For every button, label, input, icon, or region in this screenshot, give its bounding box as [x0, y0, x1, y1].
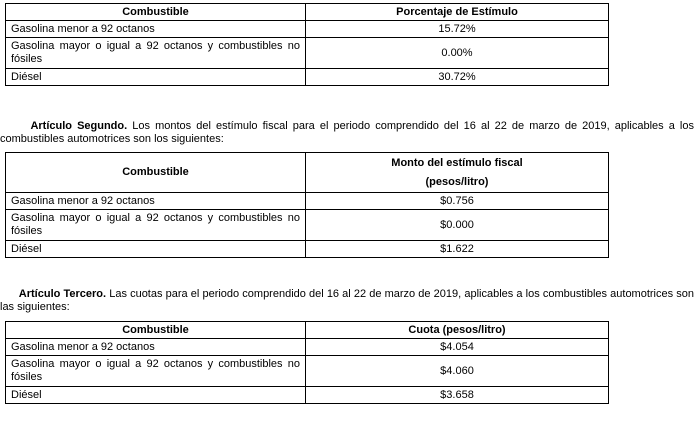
fuel-name-cell: Diésel	[6, 387, 306, 404]
articulo-segundo-paragraph	[0, 120, 694, 146]
percentage-cell: 0.00%	[306, 38, 609, 69]
column-header-porcentaje: Porcentaje de Estímulo	[306, 4, 609, 21]
column-header-combustible: Combustible	[6, 153, 306, 193]
estimulo-porcentaje-table	[5, 3, 609, 86]
column-header-monto-line2: (pesos/litro)	[425, 175, 489, 188]
column-header-combustible: Combustible	[6, 4, 306, 21]
column-header-monto	[306, 153, 609, 193]
percentage-cell: 15.72%	[306, 21, 609, 38]
estimulo-monto-table	[5, 152, 609, 258]
articulo-segundo-heading: Artículo Segundo.	[30, 120, 128, 132]
table-row	[6, 356, 609, 387]
table-row	[6, 387, 609, 404]
table-row	[6, 21, 609, 38]
column-header-cuota: Cuota (pesos/litro)	[306, 322, 609, 339]
table-row	[6, 241, 609, 258]
fuel-name-cell: Diésel	[6, 241, 306, 258]
fuel-name-cell: Gasolina menor a 92 octanos	[6, 339, 306, 356]
fuel-name-cell: Gasolina mayor o igual a 92 octanos y combustibles no fósiles	[6, 356, 306, 387]
articulo-segundo-text: Los montos del estímulo fiscal para el periodo comprendido del 16 al 22 de marzo de 2019, aplicables a los combustibles automotrices son los siguientes:	[0, 120, 694, 145]
table-row	[6, 38, 609, 69]
quota-cell: $4.054	[306, 339, 609, 356]
quota-cell: $4.060	[306, 356, 609, 387]
fuel-name-cell: Gasolina menor a 92 octanos	[6, 21, 306, 38]
amount-cell: $1.622	[306, 241, 609, 258]
fuel-name-cell: Gasolina mayor o igual a 92 octanos y combustibles no fósiles	[6, 210, 306, 241]
amount-cell: $0.756	[306, 193, 609, 210]
table-header-row	[6, 4, 609, 21]
articulo-tercero-text: Las cuotas para el periodo comprendido del 16 al 22 de marzo de 2019, aplicables a los combustibles automotrices son las siguientes:	[0, 288, 694, 313]
articulo-tercero-heading: Artículo Tercero.	[18, 288, 107, 300]
cuota-table	[5, 321, 609, 404]
amount-cell: $0.000	[306, 210, 609, 241]
table-header-row	[6, 322, 609, 339]
column-header-combustible: Combustible	[6, 322, 306, 339]
fuel-name-cell: Gasolina mayor o igual a 92 octanos y combustibles no fósiles	[6, 38, 306, 69]
table-header-row	[6, 153, 609, 193]
percentage-cell: 30.72%	[306, 69, 609, 86]
column-header-monto-line1: Monto del estímulo fiscal	[391, 156, 523, 169]
articulo-tercero-paragraph	[0, 288, 694, 314]
table-row	[6, 193, 609, 210]
quota-cell: $3.658	[306, 387, 609, 404]
fuel-name-cell: Gasolina menor a 92 octanos	[6, 193, 306, 210]
table-row	[6, 69, 609, 86]
table-row	[6, 339, 609, 356]
table-row	[6, 210, 609, 241]
fuel-name-cell: Diésel	[6, 69, 306, 86]
